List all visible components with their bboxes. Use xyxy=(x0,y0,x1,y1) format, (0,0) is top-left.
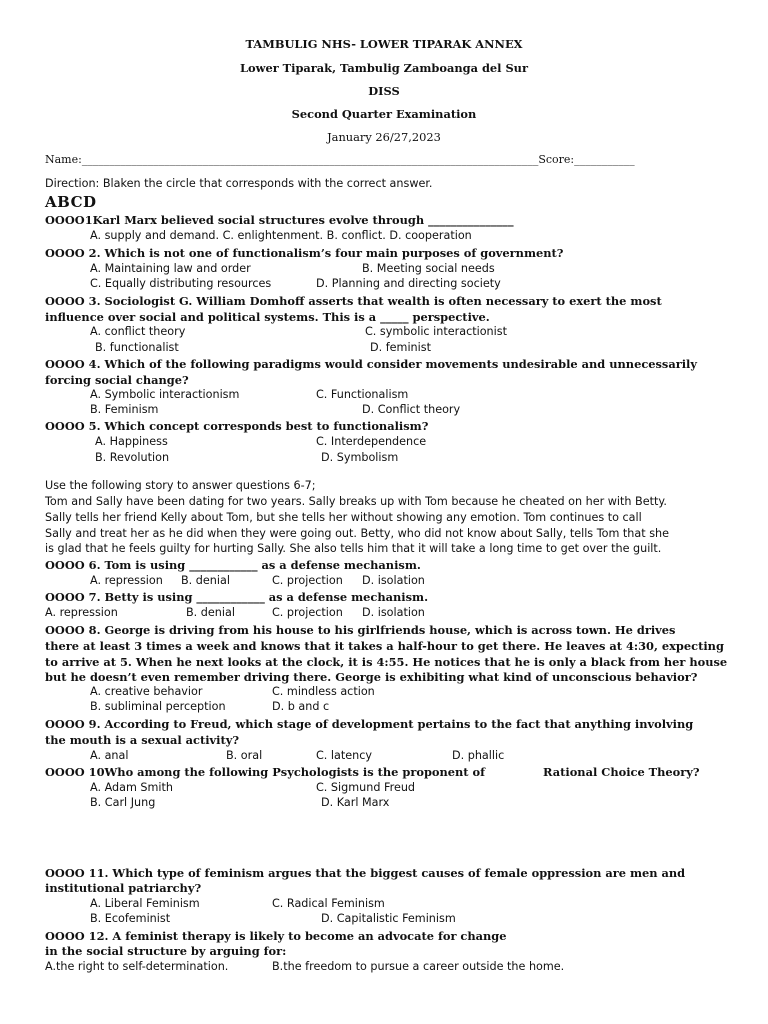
question-6-stem: OOOO 6. Tom is using ____________ as a defense mechanism. xyxy=(45,558,421,572)
question-9-choice-a: A. anal xyxy=(90,749,129,762)
question-2-choice-a: A. Maintaining law and order xyxy=(90,262,251,275)
subject-title: DISS xyxy=(368,84,400,98)
question-8-stem-line-3: to arrive at 5. When he next looks at the clock, it is 4:55. He notices that he is only a black from her house xyxy=(45,655,728,669)
direction-text: Direction: Blaken the circle that corresponds with the correct answer. xyxy=(45,177,433,190)
question-4-choice-a: A. Symbolic interactionism xyxy=(90,388,240,401)
question-8-stem-line-4: but he doesn’t even remember driving there. George is exhibiting what kind of unconscious behavior? xyxy=(45,670,698,684)
question-6-choice-d: D. isolation xyxy=(362,574,425,587)
question-9-choice-c: C. latency xyxy=(316,749,373,762)
question-7-stem: OOOO 7. Betty is using ____________ as a defense mechanism. xyxy=(45,590,429,604)
name-score-line[interactable]: Name:___________________________________________________________________________________Score:___________ xyxy=(45,153,635,166)
question-2-stem: OOOO 2. Which is not one of functionalism’s four main purposes of government? xyxy=(45,246,564,260)
question-9-choice-d: D. phallic xyxy=(452,749,505,762)
question-6-choice-c: C. projection xyxy=(272,574,343,587)
question-5-stem: OOOO 5. Which concept corresponds best to functionalism? xyxy=(45,419,429,433)
story-line-4: is glad that he feels guilty for hurting Sally. She also tells him that it will take a long time to get over the guilt. xyxy=(45,542,662,555)
question-8-choice-c: C. mindless action xyxy=(272,685,375,698)
question-4-choice-d: D. Conflict theory xyxy=(362,403,461,416)
question-2-choice-d: D. Planning and directing society xyxy=(316,277,501,290)
question-3-stem-line-1: OOOO 3. Sociologist G. William Domhoff asserts that wealth is often necessary to exert the most xyxy=(45,294,662,308)
question-1-choices: A. supply and demand. C. enlightenment. B. conflict. D. cooperation xyxy=(90,229,472,242)
question-8-choice-b: B. subliminal perception xyxy=(90,700,226,713)
question-8-stem-line-2: there at least 3 times a week and knows that it takes a half-hour to get there. He leaves at 4:30, expecting xyxy=(45,639,724,653)
question-10-stem-part-1: OOOO 10Who among the following Psychologists is the proponent of xyxy=(45,765,486,779)
question-11-stem-line-1: OOOO 11. Which type of feminism argues that the biggest causes of female oppression are men and xyxy=(45,866,686,880)
question-7-choice-b: B. denial xyxy=(186,606,235,619)
question-6-choice-a: A. repression xyxy=(90,574,163,587)
question-3-choice-c: C. symbolic interactionist xyxy=(365,325,507,338)
question-9-choice-b: B. oral xyxy=(226,749,263,762)
question-12-choice-b: B.the freedom to pursue a career outside the home. xyxy=(272,960,565,973)
question-3-stem-line-2: influence over social and political systems. This is a _____ perspective. xyxy=(45,310,490,324)
question-8-choice-a: A. creative behavior xyxy=(90,685,203,698)
question-4-stem-line-2: forcing social change? xyxy=(45,373,189,387)
question-12-choice-a: A.the right to self-determination. xyxy=(45,960,229,973)
question-11-choice-d: D. Capitalistic Feminism xyxy=(321,912,456,925)
question-10-choice-d: D. Karl Marx xyxy=(321,796,390,809)
question-1-stem: OOOO1Karl Marx believed social structures evolve through _______________ xyxy=(45,213,514,227)
story-line-2: Sally tells her friend Kelly about Tom, but she tells her without showing any emotion. Tom continues to call xyxy=(45,511,642,524)
question-7-choice-a: A. repression xyxy=(45,606,118,619)
question-2-choice-b: B. Meeting social needs xyxy=(362,262,495,275)
question-3-choice-d: D. feminist xyxy=(370,341,431,354)
question-7-choice-d: D. isolation xyxy=(362,606,425,619)
school-name: TAMBULIG NHS- LOWER TIPARAK ANNEX xyxy=(245,37,523,51)
question-10-choice-c: C. Sigmund Freud xyxy=(316,781,416,794)
question-4-stem-line-1: OOOO 4. Which of the following paradigms would consider movements undesirable and unnecessarily xyxy=(45,357,697,371)
question-8-choice-d: D. b and c xyxy=(272,700,330,713)
exam-date: January 26/27,2023 xyxy=(327,130,441,144)
question-11-choice-c: C. Radical Feminism xyxy=(272,897,385,910)
question-4-choice-c: C. Functionalism xyxy=(316,388,409,401)
question-10-choice-a: A. Adam Smith xyxy=(90,781,174,794)
question-2-choice-c: C. Equally distributing resources xyxy=(90,277,272,290)
question-11-stem-line-2: institutional patriarchy? xyxy=(45,881,202,895)
question-5-choice-d: D. Symbolism xyxy=(321,451,399,464)
question-8-stem-line-1: OOOO 8. George is driving from his house to his girlfriends house, which is across town. He drives xyxy=(45,623,676,637)
question-3-choice-b: B. functionalist xyxy=(95,341,179,354)
question-7-choice-c: C. projection xyxy=(272,606,343,619)
question-11-choice-a: A. Liberal Feminism xyxy=(90,897,200,910)
question-9-stem-line-2: the mouth is a sexual activity? xyxy=(45,733,240,747)
story-intro: Use the following story to answer questions 6-7; xyxy=(45,479,316,492)
question-11-choice-b: B. Ecofeminist xyxy=(90,912,171,925)
question-3-choice-a: A. conflict theory xyxy=(90,325,186,338)
question-5-choice-c: C. Interdependence xyxy=(316,435,427,448)
question-9-stem-line-1: OOOO 9. According to Freud, which stage of development pertains to the fact that anything involving xyxy=(45,717,694,731)
exam-title: Second Quarter Examination xyxy=(291,107,477,121)
question-4-choice-b: B. Feminism xyxy=(90,403,159,416)
question-5-choice-b: B. Revolution xyxy=(95,451,170,464)
question-10-stem-part-2: Rational Choice Theory? xyxy=(543,765,700,779)
question-6-choice-b: B. denial xyxy=(181,574,230,587)
question-12-stem-line-2: in the social structure by arguing for: xyxy=(45,944,287,958)
school-address: Lower Tiparak, Tambulig Zamboanga del Sur xyxy=(240,61,528,75)
story-line-1: Tom and Sally have been dating for two years. Sally breaks up with Tom because he cheated on her with Betty. xyxy=(45,495,667,508)
question-5-choice-a: A. Happiness xyxy=(95,435,168,448)
question-12-stem-line-1: OOOO 12. A feminist therapy is likely to become an advocate for change xyxy=(45,929,507,943)
answer-letters-header: ABCD xyxy=(45,193,97,211)
question-10-choice-b: B. Carl Jung xyxy=(90,796,156,809)
story-line-3: Sally and treat her as he did when they were going out. Betty, who did not know about Sally, tells Tom that she xyxy=(45,527,670,540)
